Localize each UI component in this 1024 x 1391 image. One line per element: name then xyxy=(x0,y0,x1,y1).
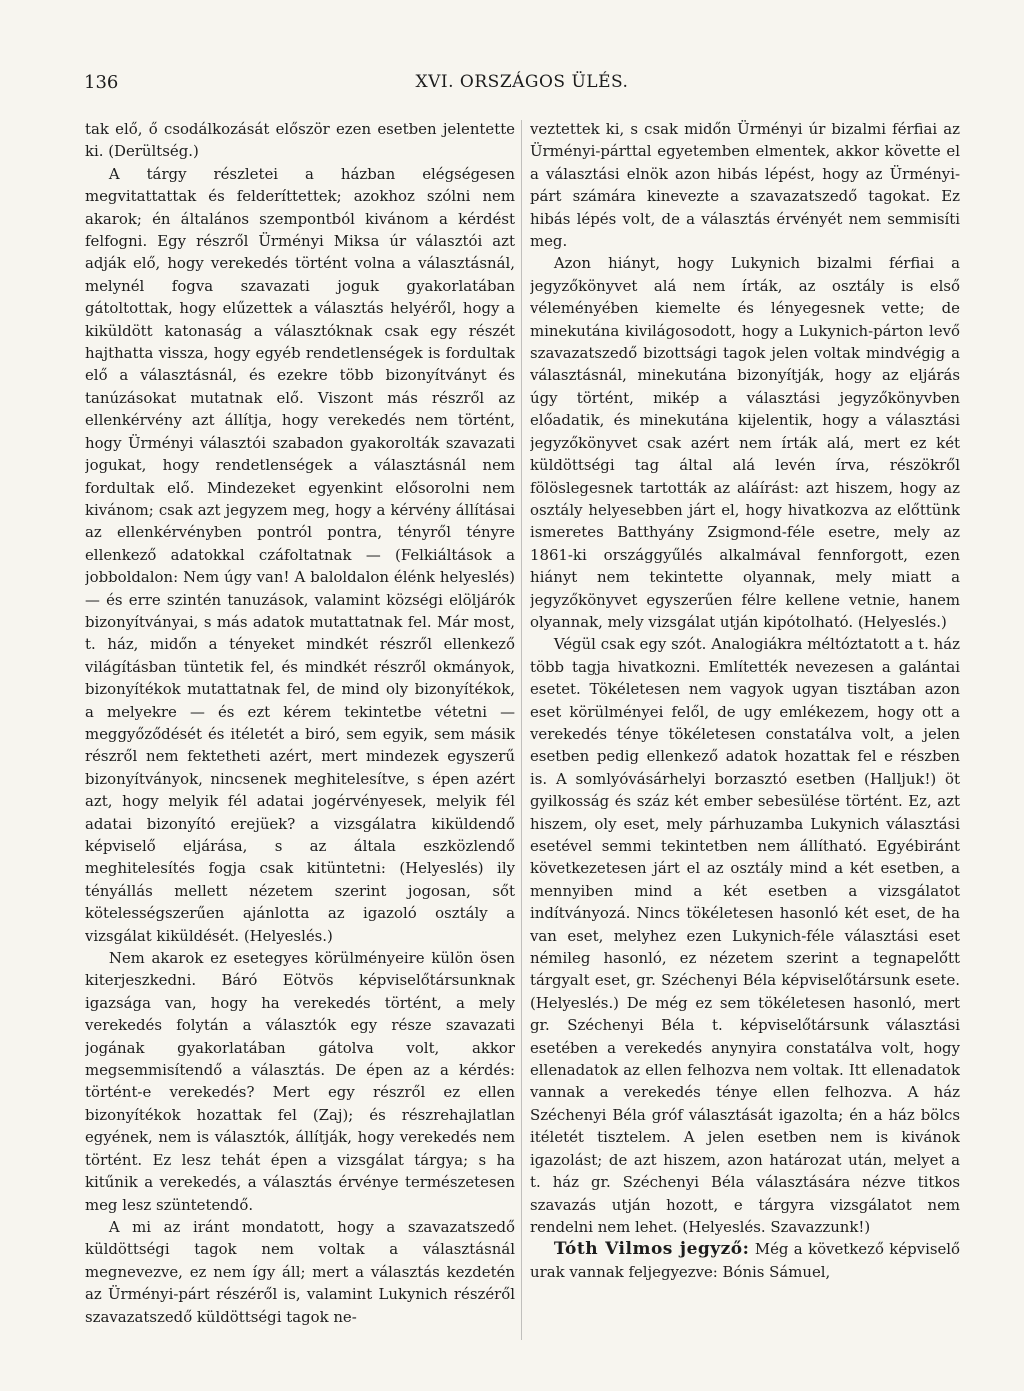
paragraph: Végül csak egy szót. Analogiákra méltóztatott a t. ház több tagja hivatkozni. Említették nevezesen a galántai esetet. Tökéletesen nem vagyok ugyan tisztában azon eset körülményei felől, de ugy emlékezem, hogy ott a verekedés ténye tökéletesen constatálva volt, a jelen esetben pedig ellenkező adatok hozattak fel e részben is. A somlyóvásárhelyi borzasztó esetben (Halljuk!) öt gyilkosság és száz két ember sebesülése történt. Ez, azt hiszem, oly eset, mely párhuzamba Lukynich választási esetével semmi tekintetben nem állítható. Egyébiránt következetesen járt el az osztály mind a két esetben, a mennyiben mind a két esetben a vizsgálatot indítványozá. Nincs tökéletesen hasonló két eset, de ha van eset, melyhez ezen Lukynich-féle választási eset némileg hasonló, ez nézetem szerint a tegnapelőtt tárgyalt eset, gr. Széchenyi Béla képviselőtársunk esete. (Helyeslés.) De még ez sem tökéletesen hasonló, mert gr. Széchenyi Béla t. képviselőtársunk választási esetében a verekedés anynyira constatálva volt, hogy ellenadatok az ellen felhozva nem voltak. Itt ellenadatok vannak a verekedés ténye ellen felhozva. A ház Széchenyi Béla gróf választását igazolta; én a ház bölcs itéletét tisztelem. A jelen esetben nem is kivánok igazolást; de azt hiszem, azon határozat után, melyet a t. ház gr. Széchenyi Béla választására nézve titkos szavazás utján hozott, e tárgyra vizsgálatot nem rendelni nem lehet. (Helyeslés. Szavazzunk!) xyxy=(530,635,960,1236)
paragraph: A mi az iránt mondatott, hogy a szavazatszedő küldöttségi tagok nem voltak a választásnál megnevezve, ez nem így áll; mert a választás kezdetén az Ürményi-párt részéről is, valamint Lukynich részéről szavazatszedő küldöttségi tagok ne- xyxy=(85,1217,515,1326)
speaker-paragraph xyxy=(530,1238,960,1283)
right-column xyxy=(530,118,960,1368)
paragraph: Azon hiányt, hogy Lukynich bizalmi férfiai a jegyzőkönyvet alá nem írták, az osztály is első véleményében kiemelte és lényegesnek vette; de minekutána kivilágosodott, hogy a Lukynich-párton levő szavazatszedő bizottsági tagok jelen voltak mindvégig a választásnál, minekutána bizonyítják, hogy az eljárás úgy történt, mikép a választási jegyzőkönyvben előadatik, és minekutána kijelentik, hogy a választási jegyzőkönyvet csak azért nem írták alá, mert ez két küldöttségi tag által alá levén írva, részökről fölöslegesnek tartották az aláírást: azt hiszem, hogy az osztály helyesebben járt el, hogy hivatkozva az előttünk ismeretes Batthyány Zsigmond-féle esetre, mely az 1861-ki országgyűlés alkalmával fennforgott, ezen hiányt nem tekintette olyannak, mely miatt a jegyzőkönyvet egyszerűen félre kellene vetnie, hanem olyannak, mely vizsgálat utján kipótolható. (Helyeslés.) xyxy=(530,254,960,631)
running-title: XVI. ORSZÁGOS ÜLÉS. xyxy=(415,72,629,92)
column-divider xyxy=(521,120,522,1340)
speaker-name: Tóth Vilmos jegyző: xyxy=(553,1239,750,1260)
paragraph: tak elő, ő csodálkozását először ezen esetben jelentette ki. (Derültség.) xyxy=(85,120,515,161)
speaker-text: Még a következő képviselő urak vannak feljegyezve: Bónis Sámuel, xyxy=(530,1240,960,1281)
paragraph: A tárgy részletei a házban elégségesen megvitattattak és felderíttettek; azokhoz szólni nem akarok; én általános szempontból kivánom a kérdést felfogni. Egy részről Ürményi Miksa úr választói azt adják elő, hogy verekedés történt volna a választásnál, melynél fogva szavazati joguk gyakorlatában gátoltottak, hogy elűzettek a választás helyéről, hogy a kiküldött katonaság a választóknak csak egy részét hajthatta vissza, hogy egyéb rendetlenségek is fordultak elő a választásnál, és ezekre több bizonyítványt és tanúzásokat mutatnak elő. Viszont más részről az ellenkérvény azt állítja, hogy verekedés nem történt, hogy Ürményi választói szabadon gyakorolták szavazati jogukat, hogy rendetlenségek a választásnál nem fordultak elő. Mindezeket egyenkint elősorolni nem kivánom; csak azt jegyzem meg, hogy a kérvény állításai az ellenkérvényben pontról pontra, tényről tényre ellenkező adatokkal czáfoltatnak — (Felkiáltások a jobboldalon: Nem úgy van! A baloldalon élénk helyeslés) — és erre szintén tanuzások, valamint községi elöljárók bizonyítványai, s más adatok mutattatnak fel. Már most, t. ház, midőn a tényeket mindkét részről ellenkező világításban tüntetik fel, és mindkét részről okmányok, bizonyítékok mutattatnak fel, de mind oly bizonyítékok, a melyekre — és ezt kérem tekintetbe vétetni — meggyőződését és itéletét a biró, sem egyik, sem másik részről nem fektetheti azért, mert mindezek egyszerű bizonyítványok, nincsenek meghitelesítve, s épen azért azt, hogy melyik fél adatai jogérvényesek, melyik fél adatai bizonyító erejüek? a vizsgálatra kiküldendő képviselő eljárása, s az általa eszközlendő meghitelesítés fogja csak kitüntetni: (Helyeslés) ily tényállás mellett nézetem szerint jogosan, sőt kötelességszerűen ajánlotta az igazoló osztály a vizsgálat kiküldését. (Helyeslés.) xyxy=(85,164,515,945)
paragraph: veztettek ki, s csak midőn Ürményi úr bizalmi férfiai az Ürményi-párttal egyetemben elmentek, akkor követte el a választási elnök azon hibás lépést, hogy az Ürményi-párt számára kinevezte a szavazatszedő tagokat. Ez hibás lépés volt, de a választás érvényét nem semmisíti meg. xyxy=(530,120,960,251)
page-number: 136 xyxy=(84,72,119,93)
paragraph: Nem akarok ez esetegyes körülményeire külön ösen kiterjeszkedni. Báró Eötvös képviselőtársunknak igazsága van, hogy ha verekedés történt, a mely verekedés folytán a választók egy része szavazati jogának gyakorlatában gátolva volt, akkor megsemmisítendő a választás. De épen az a kérdés: történt-e verekedés? Mert egy részről ez ellen bizonyítékok hozattak fel (Zaj); és részrehajlatlan egyének, nem is választók, állítják, hogy verekedés nem történt. Ez lesz tehát épen a vizsgálat tárgya; s ha kitűnik a verekedés, a választás érvénye természetesen meg lesz szüntetendő. xyxy=(85,949,515,1214)
left-column xyxy=(85,118,515,1368)
page-header xyxy=(84,72,960,98)
